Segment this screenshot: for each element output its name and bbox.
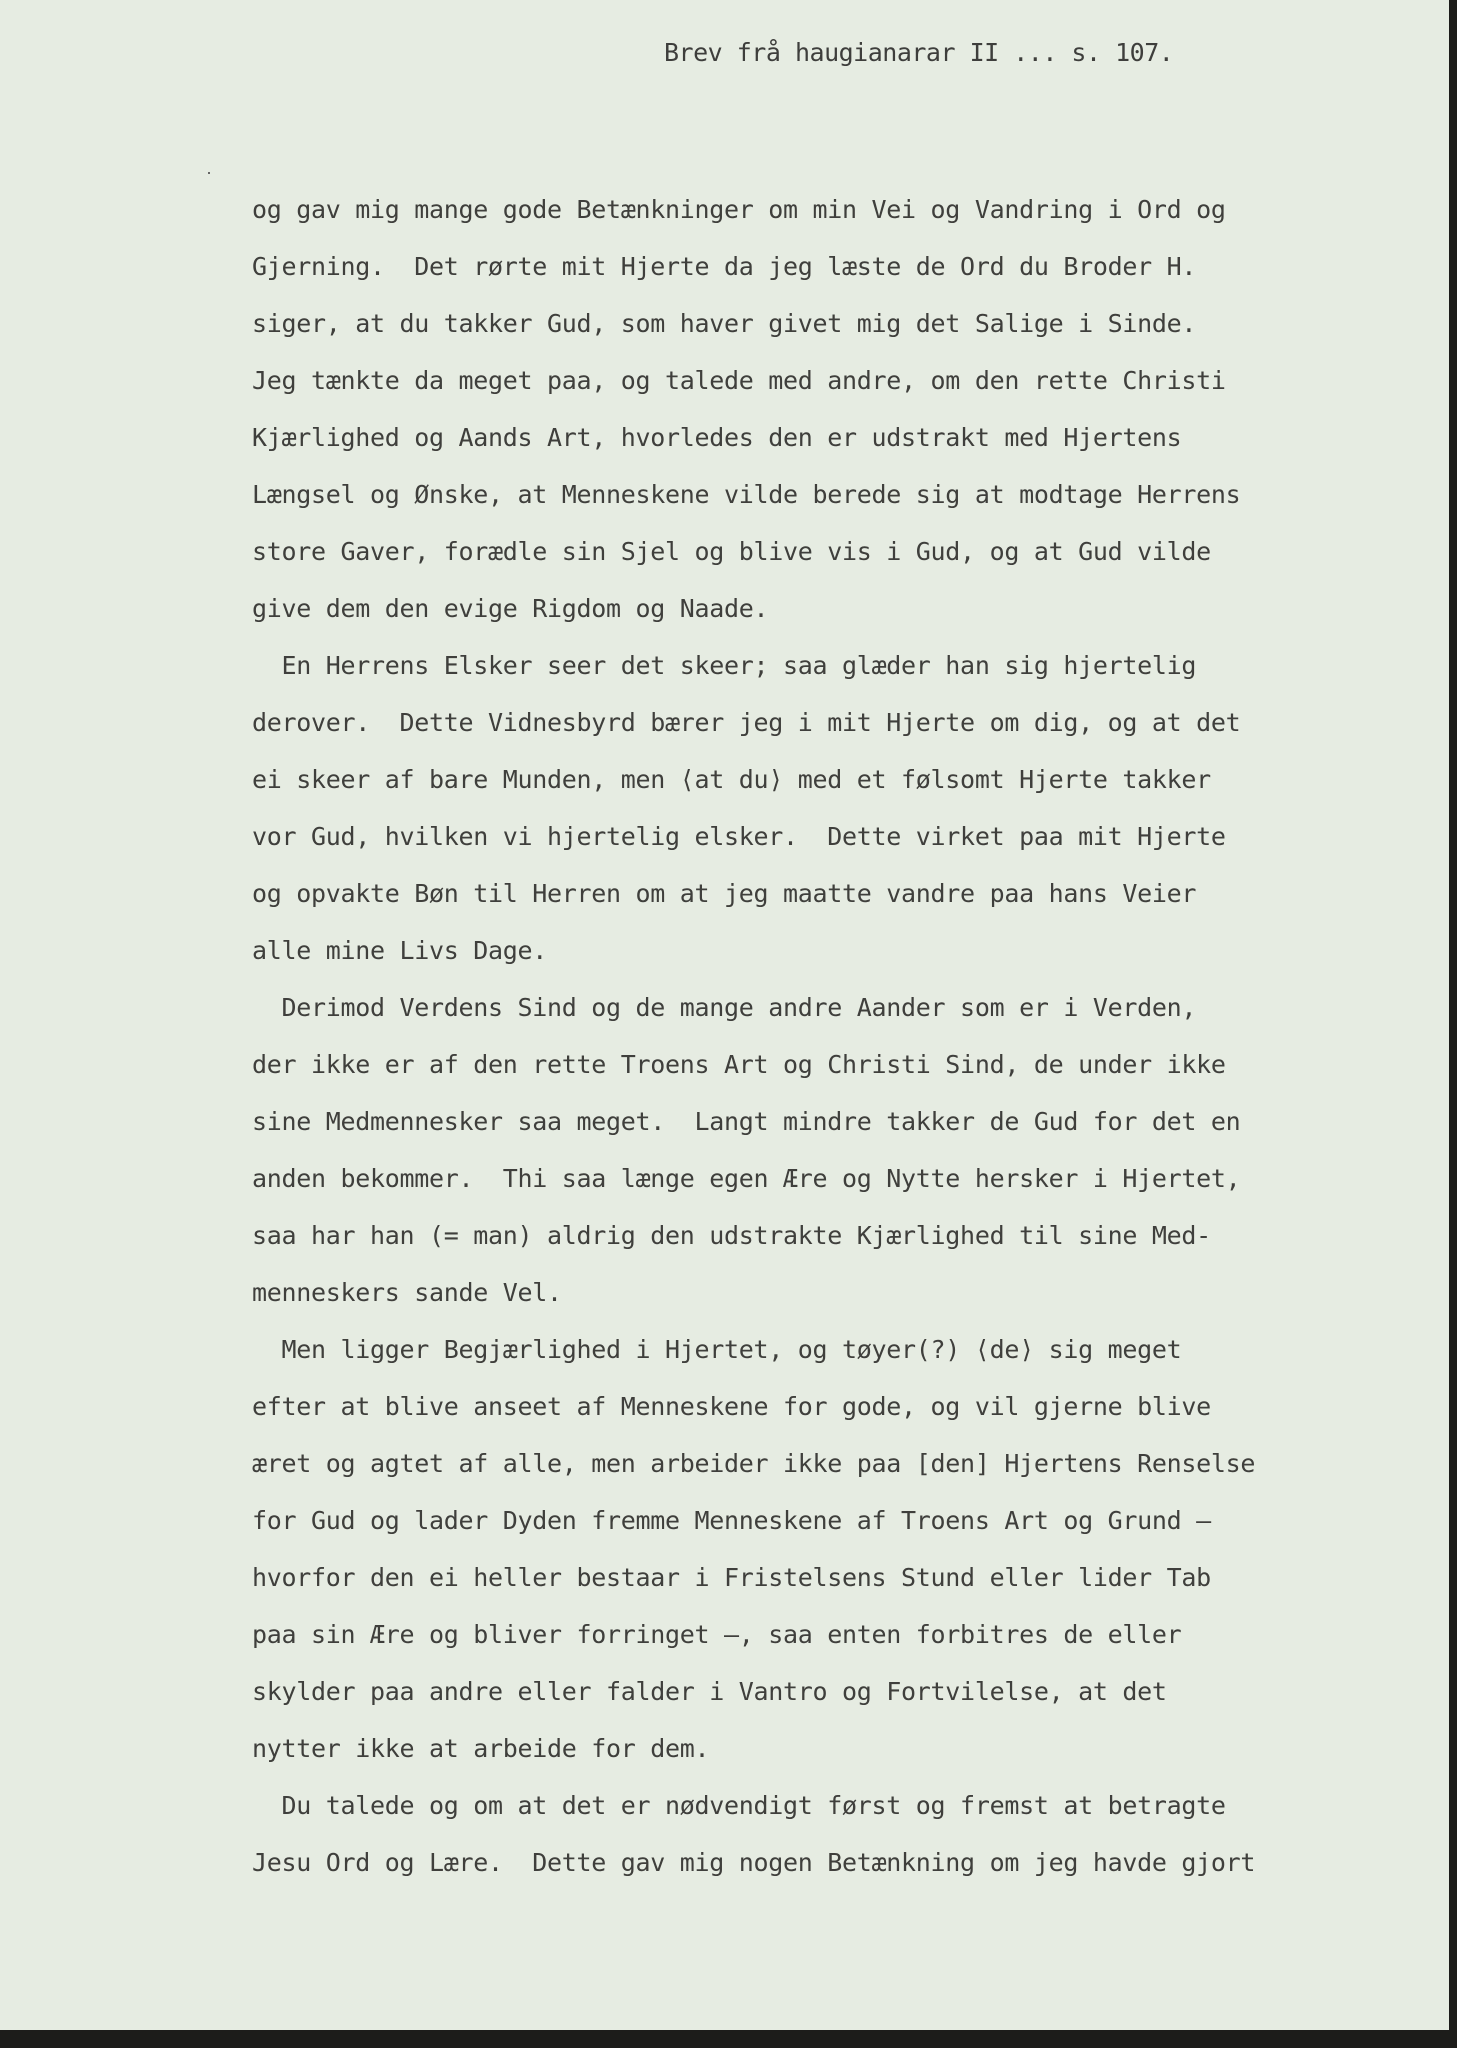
paper-speck bbox=[208, 172, 210, 174]
text-line: skylder paa andre eller falder i Vantro og Fortvilelse, at det bbox=[252, 1677, 1167, 1706]
paragraph-5 bbox=[252, 1777, 1422, 1891]
text-line: Derimod Verdens Sind og de mange andre Aander som er i Verden, bbox=[252, 993, 1197, 1022]
text-line: menneskers sande Vel. bbox=[252, 1278, 562, 1307]
text-line: paa sin Ære og bliver forringet —, saa enten forbitres de eller bbox=[252, 1620, 1182, 1649]
text-line: give dem den evige Rigdom og Naade. bbox=[252, 594, 769, 623]
text-line: og opvakte Bøn til Herren om at jeg maatte vandre paa hans Veier bbox=[252, 879, 1197, 908]
paragraph-1 bbox=[252, 181, 1422, 637]
text-line: hvorfor den ei heller bestaar i Fristelsens Stund eller lider Tab bbox=[252, 1563, 1211, 1592]
text-line: nytter ikke at arbeide for dem. bbox=[252, 1734, 710, 1763]
text-line: siger, at du takker Gud, som haver givet mig det Salige i Sinde. bbox=[252, 309, 1197, 338]
text-line: Gjerning. Det rørte mit Hjerte da jeg læste de Ord du Broder H. bbox=[252, 252, 1197, 281]
text-line: ei skeer af bare Munden, men ⟨at du⟩ med et følsomt Hjerte takker bbox=[252, 765, 1211, 794]
paragraph-3 bbox=[252, 979, 1422, 1321]
text-line: der ikke er af den rette Troens Art og Christi Sind, de under ikke bbox=[252, 1050, 1226, 1079]
text-line: vor Gud, hvilken vi hjertelig elsker. Dette virket paa mit Hjerte bbox=[252, 822, 1226, 851]
text-line: Jeg tænkte da meget paa, og talede med andre, om den rette Christi bbox=[252, 366, 1226, 395]
text-line: Længsel og Ønske, at Menneskene vilde berede sig at modtage Herrens bbox=[252, 480, 1241, 509]
text-line: sine Medmennesker saa meget. Langt mindre takker de Gud for det en bbox=[252, 1107, 1241, 1136]
paragraph-4 bbox=[252, 1321, 1422, 1777]
text-line: og gav mig mange gode Betænkninger om min Vei og Vandring i Ord og bbox=[252, 195, 1226, 224]
paragraph-2 bbox=[252, 637, 1422, 979]
letter-body bbox=[252, 181, 1422, 1891]
text-line: æret og agtet af alle, men arbeider ikke paa [den] Hjertens Renselse bbox=[252, 1449, 1256, 1478]
text-line: Du talede og om at det er nødvendigt først og fremst at betragte bbox=[252, 1791, 1226, 1820]
text-line: store Gaver, forædle sin Sjel og blive vis i Gud, og at Gud vilde bbox=[252, 537, 1211, 566]
text-line: En Herrens Elsker seer det skeer; saa glæder han sig hjertelig bbox=[252, 651, 1197, 680]
page-reference-header: Brev frå haugianarar II ... s. 107. bbox=[664, 38, 1174, 67]
text-line: for Gud og lader Dyden fremme Menneskene af Troens Art og Grund — bbox=[252, 1506, 1211, 1535]
text-line: Jesu Ord og Lære. Dette gav mig nogen Betænkning om jeg havde gjort bbox=[252, 1848, 1256, 1877]
text-line: saa har han (= man) aldrig den udstrakte Kjærlighed til sine Med- bbox=[252, 1221, 1211, 1250]
text-line: alle mine Livs Dage. bbox=[252, 936, 548, 965]
text-line: anden bekommer. Thi saa længe egen Ære og Nytte hersker i Hjertet, bbox=[252, 1164, 1241, 1193]
text-line: Men ligger Begjærlighed i Hjertet, og tøyer(?) ⟨de⟩ sig meget bbox=[252, 1335, 1182, 1364]
text-line: derover. Dette Vidnesbyrd bærer jeg i mit Hjerte om dig, og at det bbox=[252, 708, 1241, 737]
text-line: Kjærlighed og Aands Art, hvorledes den er udstrakt med Hjertens bbox=[252, 423, 1182, 452]
text-line: efter at blive anseet af Menneskene for gode, og vil gjerne blive bbox=[252, 1392, 1211, 1421]
